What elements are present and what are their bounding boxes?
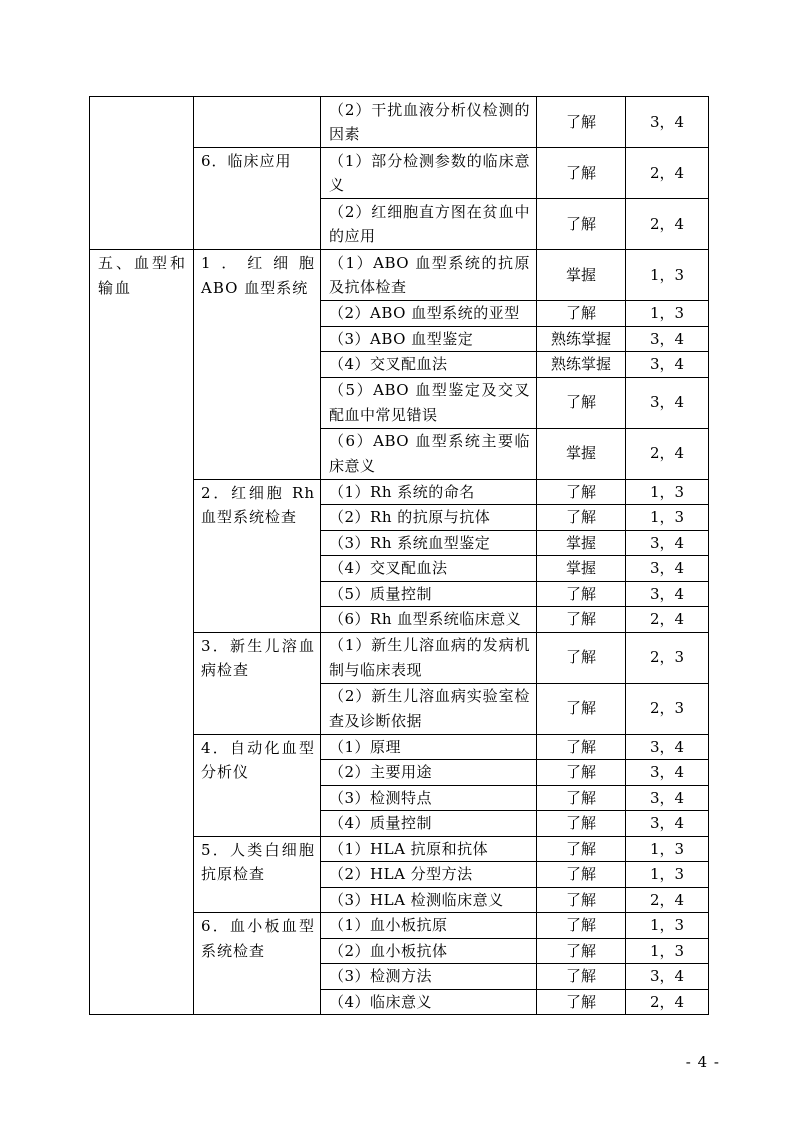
item-cell: （3）ABO 血型鉴定 <box>321 326 537 352</box>
grade-cell: 3，4 <box>626 377 709 428</box>
item-cell: （1）新生儿溶血病的发病机制与临床表现 <box>321 632 537 683</box>
item-cell: （5）ABO 血型鉴定及交叉配血中常见错误 <box>321 377 537 428</box>
topic-cell: 1．红细胞 ABO 血型系统 <box>194 250 321 480</box>
level-cell: 了解 <box>537 581 626 607</box>
grade-cell: 3，4 <box>626 352 709 378</box>
grade-cell: 1，3 <box>626 938 709 964</box>
item-cell: （5）质量控制 <box>321 581 537 607</box>
item-cell: （2）主要用途 <box>321 760 537 786</box>
level-cell: 了解 <box>537 913 626 939</box>
item-cell: （2）HLA 分型方法 <box>321 862 537 888</box>
level-cell: 掌握 <box>537 556 626 582</box>
level-cell: 掌握 <box>537 250 626 301</box>
grade-cell: 3，4 <box>626 964 709 990</box>
grade-cell: 1，3 <box>626 913 709 939</box>
grade-cell: 1，3 <box>626 836 709 862</box>
level-cell: 了解 <box>537 734 626 760</box>
table-row <box>90 250 709 301</box>
item-cell: （1）Rh 系统的命名 <box>321 479 537 505</box>
item-cell: （2）ABO 血型系统的亚型 <box>321 301 537 327</box>
item-cell: （1）原理 <box>321 734 537 760</box>
grade-cell: 2，4 <box>626 428 709 479</box>
grade-cell: 2，4 <box>626 989 709 1015</box>
level-cell: 了解 <box>537 862 626 888</box>
level-cell: 了解 <box>537 301 626 327</box>
grade-cell: 1，3 <box>626 250 709 301</box>
item-cell: （4）临床意义 <box>321 989 537 1015</box>
grade-cell: 2，4 <box>626 887 709 913</box>
topic-cell: 6．血小板血型系统检查 <box>194 913 321 1015</box>
level-cell: 了解 <box>537 785 626 811</box>
level-cell: 了解 <box>537 938 626 964</box>
level-cell: 了解 <box>537 811 626 837</box>
grade-cell: 3，4 <box>626 811 709 837</box>
item-cell: （1）HLA 抗原和抗体 <box>321 836 537 862</box>
item-cell: （2）红细胞直方图在贫血中的应用 <box>321 199 537 250</box>
item-cell: （1）血小板抗原 <box>321 913 537 939</box>
topic-cell: 3．新生儿溶血病检查 <box>194 632 321 734</box>
grade-cell: 2，4 <box>626 199 709 250</box>
level-cell: 了解 <box>537 760 626 786</box>
topic-cell: 6．临床应用 <box>194 148 321 250</box>
item-cell: （2）新生儿溶血病实验室检查及诊断依据 <box>321 683 537 734</box>
grade-cell: 3，4 <box>626 97 709 148</box>
level-cell: 了解 <box>537 607 626 633</box>
level-cell: 了解 <box>537 989 626 1015</box>
item-cell: （6）ABO 血型系统主要临床意义 <box>321 428 537 479</box>
item-cell: （1）部分检测参数的临床意义 <box>321 148 537 199</box>
level-cell: 了解 <box>537 479 626 505</box>
item-cell: （2）Rh 的抗原与抗体 <box>321 505 537 531</box>
topic-cell-continued <box>194 97 321 148</box>
level-cell: 了解 <box>537 199 626 250</box>
item-cell: （3）HLA 检测临床意义 <box>321 887 537 913</box>
level-cell: 熟练掌握 <box>537 352 626 378</box>
grade-cell: 2，4 <box>626 148 709 199</box>
grade-cell: 1，3 <box>626 862 709 888</box>
topic-cell: 5．人类白细胞抗原检查 <box>194 836 321 913</box>
level-cell: 了解 <box>537 632 626 683</box>
syllabus-table <box>89 96 709 1015</box>
item-cell: （1）ABO 血型系统的抗原及抗体检查 <box>321 250 537 301</box>
level-cell: 了解 <box>537 964 626 990</box>
level-cell: 了解 <box>537 836 626 862</box>
item-cell: （6）Rh 血型系统临床意义 <box>321 607 537 633</box>
grade-cell: 3，4 <box>626 734 709 760</box>
level-cell: 了解 <box>537 683 626 734</box>
item-cell: （4）交叉配血法 <box>321 556 537 582</box>
item-cell: （2）血小板抗体 <box>321 938 537 964</box>
grade-cell: 3，4 <box>626 760 709 786</box>
item-cell: （4）质量控制 <box>321 811 537 837</box>
table-row <box>90 97 709 148</box>
grade-cell: 2，3 <box>626 683 709 734</box>
level-cell: 了解 <box>537 97 626 148</box>
item-cell: （3）Rh 系统血型鉴定 <box>321 530 537 556</box>
grade-cell: 3，4 <box>626 556 709 582</box>
level-cell: 了解 <box>537 505 626 531</box>
section-cell: 五、血型和输血 <box>90 250 194 1015</box>
grade-cell: 3，4 <box>626 581 709 607</box>
grade-cell: 3，4 <box>626 785 709 811</box>
grade-cell: 3，4 <box>626 530 709 556</box>
grade-cell: 3，4 <box>626 326 709 352</box>
item-cell: （3）检测特点 <box>321 785 537 811</box>
level-cell: 了解 <box>537 377 626 428</box>
level-cell: 了解 <box>537 148 626 199</box>
item-cell: （4）交叉配血法 <box>321 352 537 378</box>
level-cell: 了解 <box>537 887 626 913</box>
item-cell: （3）检测方法 <box>321 964 537 990</box>
level-cell: 掌握 <box>537 428 626 479</box>
page-number: - 4 - <box>685 1053 720 1071</box>
grade-cell: 1，3 <box>626 505 709 531</box>
grade-cell: 1，3 <box>626 301 709 327</box>
topic-cell: 2．红细胞 Rh 血型系统检查 <box>194 479 321 632</box>
grade-cell: 2，3 <box>626 632 709 683</box>
level-cell: 掌握 <box>537 530 626 556</box>
section-cell-continued <box>90 97 194 250</box>
topic-cell: 4．自动化血型分析仪 <box>194 734 321 836</box>
level-cell: 熟练掌握 <box>537 326 626 352</box>
item-cell: （2）干扰血液分析仪检测的因素 <box>321 97 537 148</box>
grade-cell: 1，3 <box>626 479 709 505</box>
grade-cell: 2，4 <box>626 607 709 633</box>
